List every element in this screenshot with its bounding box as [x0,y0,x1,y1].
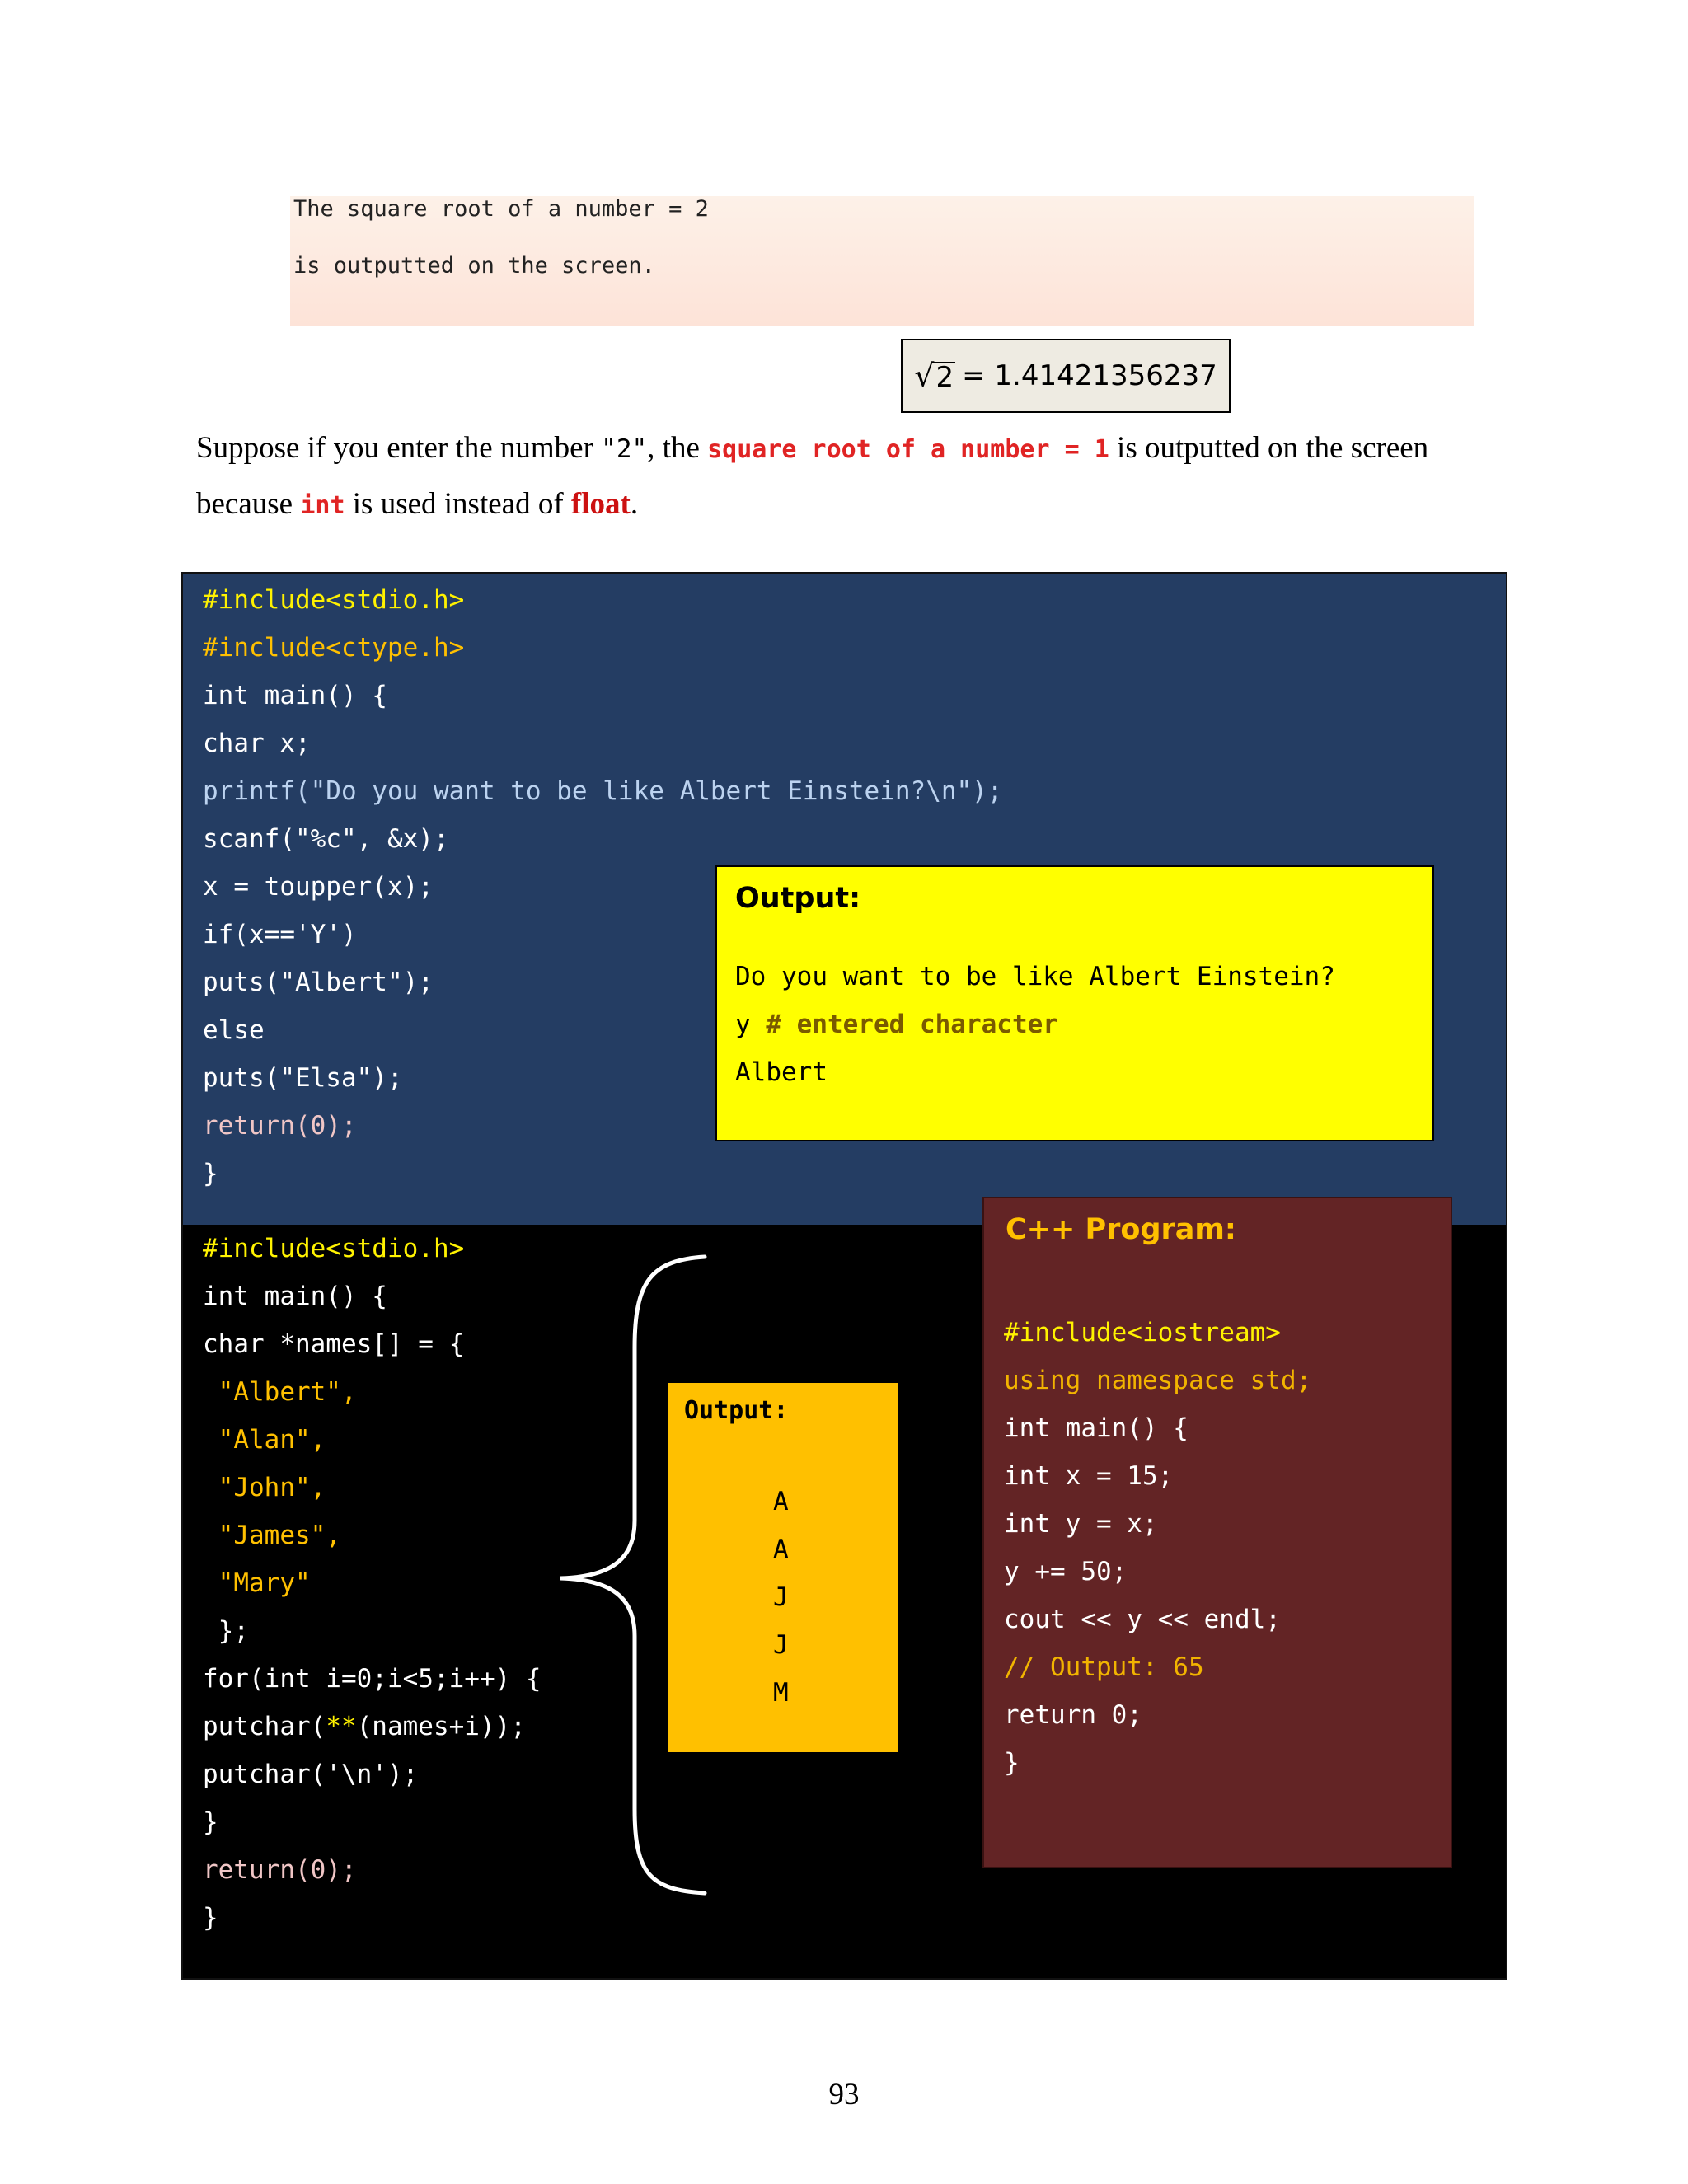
output-line [735,1010,1058,1039]
code-token: (names+i)); [356,1712,526,1741]
paragraph-line-1 [196,430,1428,466]
output-letter: M [773,1678,789,1708]
page-number: 93 [828,2078,860,2111]
output-letter: J [773,1582,789,1612]
code-line: else [203,1015,265,1045]
code-line: char x; [203,729,311,758]
code-line: "Alan", [203,1425,326,1455]
code-line: char *names[] = { [203,1329,465,1359]
output-line: Albert [735,1057,828,1087]
code-line: "John", [203,1473,326,1502]
code-line: puts("Albert"); [203,968,434,997]
code-line: return 0; [1004,1700,1142,1730]
code-line [203,1712,526,1741]
code-line: int y = x; [1004,1509,1158,1539]
output-yellow-box [715,865,1434,1141]
code-line: int main() { [203,1282,387,1311]
text: because [196,487,301,521]
code-line: #include<ctype.h> [203,633,465,663]
output-letter: A [773,1487,789,1516]
inline-code-int: int [300,491,345,520]
code-token: putchar( [203,1712,326,1741]
output-orange-box [668,1383,898,1752]
code-line: } [203,1807,218,1837]
inline-float: float [570,487,631,521]
code-line: if(x=='Y') [203,920,357,949]
cpp-program-box [982,1197,1452,1868]
inline-code-red: square root of a number = 1 [707,435,1109,464]
code-line: puts("Elsa"); [203,1063,403,1093]
code-line: return(0); [203,1855,357,1885]
code-line: "Albert", [203,1377,357,1407]
output-letter: J [773,1630,789,1660]
code-line: }; [203,1616,249,1646]
paragraph-line-2 [196,486,638,522]
code-line: "Mary" [203,1568,311,1598]
code-line: putchar('\n'); [203,1760,419,1789]
sqrt-formula-box [901,339,1231,413]
code-line: int main() { [203,681,387,710]
code-line: } [1004,1748,1020,1778]
code-line: y += 50; [1004,1557,1128,1586]
output-title: Output: [735,882,861,915]
code-line: #include<iostream> [1004,1318,1281,1347]
output-comment: # entered character [766,1010,1058,1039]
output-line-2: is outputted on the screen. [293,253,655,279]
code-line: // Output: 65 [1004,1652,1204,1682]
output-letter: A [773,1535,789,1564]
code-line: scanf("%c", &x); [203,824,449,854]
code-line: int main() { [1004,1413,1189,1443]
text: is used instead of [345,487,571,521]
code-line: x = toupper(x); [203,872,434,902]
code-line: int x = 15; [1004,1461,1174,1491]
code-line: } [203,1903,218,1933]
text: Suppose if you enter the number [196,431,602,465]
code-line: #include<stdio.h> [203,1234,465,1263]
code-line: "James", [203,1521,341,1550]
cpp-title: C++ Program: [1006,1213,1236,1246]
code-line: } [203,1159,218,1188]
radical-sign-icon: √ [914,358,935,394]
text: . [630,487,639,521]
output-title: Output: [684,1396,789,1425]
radical [914,358,955,394]
inline-code: "2" [601,434,648,464]
code-line: using namespace std; [1004,1366,1312,1395]
code-line: #include<stdio.h> [203,585,465,615]
code-line: printf("Do you want to be like Albert Einstein?\n"); [203,776,1003,806]
code-line: for(int i=0;i<5;i++) { [203,1664,542,1694]
entered-char: y [735,1010,767,1039]
code-line: return(0); [203,1111,357,1141]
text: , the [647,431,708,465]
code-line: cout << y << endl; [1004,1605,1281,1634]
output-line-1: The square root of a number = 2 [293,196,709,222]
radicand: 2 [935,361,954,394]
text: is outputted on the screen [1109,431,1429,465]
sqrt-result: = 1.41421356237 [962,359,1217,392]
code-token: ** [326,1712,357,1741]
output-line: Do you want to be like Albert Einstein? [735,962,1335,991]
